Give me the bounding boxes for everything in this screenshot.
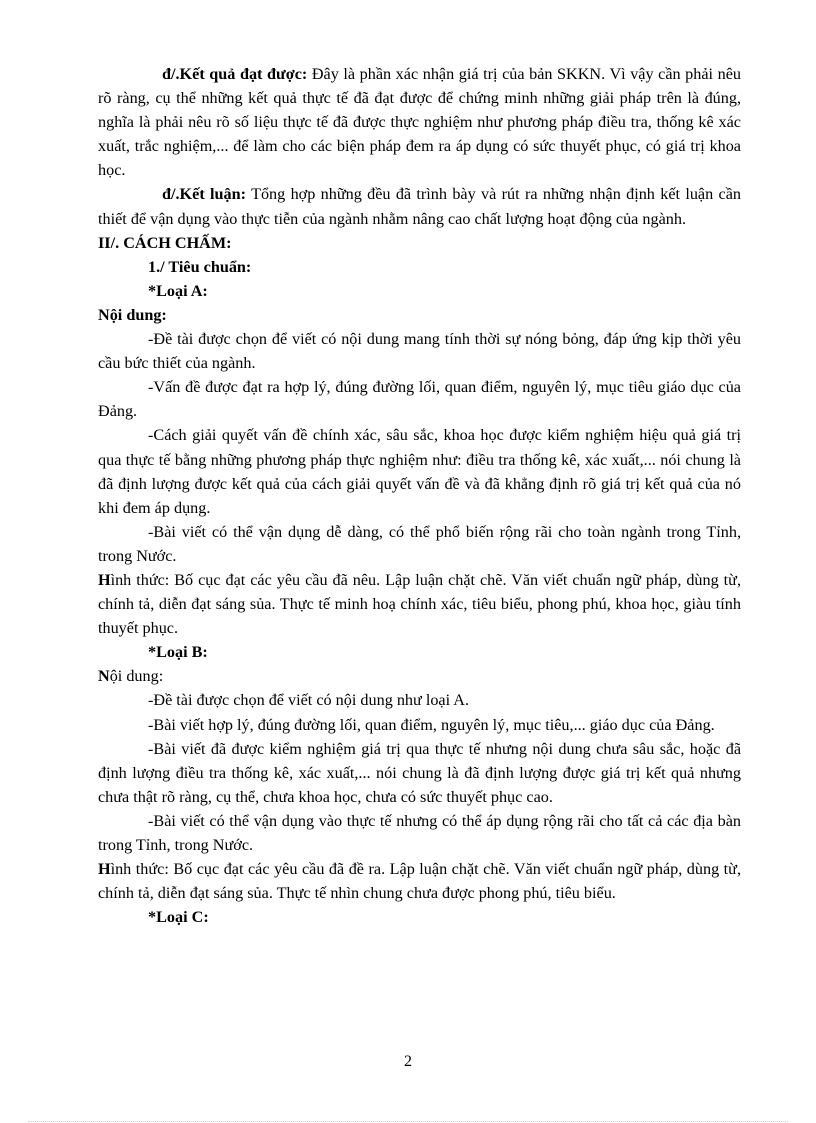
form-initial: H xyxy=(98,570,111,589)
list-item xyxy=(98,520,741,568)
list-item xyxy=(98,713,741,737)
category-heading-text: *Loại C: xyxy=(148,908,209,927)
content-initial: N xyxy=(98,667,110,686)
list-item-text: -Vấn đề được đạt ra hợp lý, đúng đường lối, quan điểm, nguyên lý, mục tiêu giáo dục của Đảng. xyxy=(98,378,741,421)
list-item xyxy=(98,327,741,375)
content-heading-text: ội dung: xyxy=(109,667,164,686)
subsection-heading xyxy=(98,255,741,279)
list-item xyxy=(98,688,741,712)
section-heading-text: II/. CÁCH CHẤM: xyxy=(98,233,232,252)
content-heading xyxy=(98,664,741,688)
section-heading xyxy=(98,231,741,255)
page-number: 2 xyxy=(404,1053,412,1070)
form-paragraph xyxy=(98,568,741,640)
list-item-text: -Đề tài được chọn để viết có nội dung mang tính thời sự nóng bỏng, đáp ứng kịp thời yêu cầu bức thiết của ngành. xyxy=(98,330,741,373)
list-item-text: -Cách giải quyết vấn đề chính xác, sâu sắc, khoa học được kiểm nghiệm hiệu quả giá trị qua thực tế bằng những phương pháp thực nghiệm như: điều tra thống kê, xác xuất,... nói chung là đã định lượng được kết quả của cách giải quyết vấn đề và đã khẳng định rõ giá trị kết quả của nó khi đem áp dụng. xyxy=(98,426,741,517)
form-text: ình thức: Bố cục đạt các yêu cầu đã nêu. Lập luận chặt chẽ. Văn viết chuẩn ngữ pháp, dùng từ, chính tả, diễn đạt sáng sủa. Thực tế minh hoạ chính xác, tiêu biểu, phong phú, khoa học, giàu tính thuyết phục. xyxy=(98,570,741,638)
paragraph-label: đ/.Kết luận: xyxy=(162,185,247,204)
list-item-text: -Bài viết đã được kiểm nghiệm giá trị qua thực tế nhưng nội dung chưa sâu sắc, hoặc đã định lượng điều tra thống kê, xác xuất,... nói chung là đã định lượng được giá trị kết quả nhưng chưa thật rõ ràng, cụ thể, chưa khoa học, chưa có sức thuyết phục cao. xyxy=(98,739,741,806)
category-c-heading xyxy=(98,905,741,929)
form-paragraph xyxy=(98,857,741,905)
paragraph-text: Tổng hợp những đều đã trình bày và rút ra những nhận định kết luận cần thiết để vận dụng vào thực tiễn của ngành nhằm nâng cao chất lượng hoạt động của ngành. xyxy=(98,185,741,228)
list-item-text: -Bài viết hợp lý, đúng đường lối, quan điểm, nguyên lý, mục tiêu,... giáo dục của Đảng. xyxy=(148,715,715,734)
page-bottom-divider xyxy=(28,1121,788,1122)
category-heading-text: *Loại B: xyxy=(148,643,208,662)
list-item xyxy=(98,375,741,423)
list-item xyxy=(98,737,741,809)
body-text xyxy=(98,62,741,929)
paragraph-ket-qua xyxy=(98,62,741,182)
category-heading-text: *Loại A: xyxy=(148,281,208,300)
content-heading-text: Nội dung: xyxy=(98,305,167,324)
list-item-text: -Bài viết có thể vận dụng dễ dàng, có thể phổ biến rộng rãi cho toàn ngành trong Tỉnh, trong Nước. xyxy=(98,522,741,565)
subsection-heading-text: 1./ Tiêu chuẩn: xyxy=(148,257,252,276)
paragraph-text: Đây là phần xác nhận giá trị của bản SKKN. Vì vậy cần phải nêu rõ ràng, cụ thể những kết quả thực tế đã đạt được để chứng minh những giải pháp trên là đúng, nghĩa là phải nêu rõ số liệu thực tế đã được thực nghiệm như phương pháp điều tra, thống kê xác xuất, trắc nghiệm,... để làm cho các biện pháp đem ra áp dụng có sức thuyết phục, có giá trị khoa học. xyxy=(98,65,741,180)
content-heading xyxy=(98,303,741,327)
category-a-heading xyxy=(98,279,741,303)
list-item xyxy=(98,809,741,857)
paragraph-label: đ/.Kết quả đạt được: xyxy=(162,65,308,83)
category-b-heading xyxy=(98,640,741,664)
paragraph-ket-luan xyxy=(98,182,741,230)
form-text: ình thức: Bố cục đạt các yêu cầu đã đề ra. Lập luận chặt chẽ. Văn viết chuẩn ngữ pháp, dùng từ, chính tả, diễn đạt sáng sủa. Thực tế nhìn chung chưa được phong phú, tiêu biểu. xyxy=(98,860,741,903)
form-initial: H xyxy=(98,860,111,879)
list-item xyxy=(98,423,741,519)
list-item-text: -Đề tài được chọn để viết có nội dung như loại A. xyxy=(148,691,470,710)
list-item-text: -Bài viết có thể vận dụng vào thực tế nhưng có thể áp dụng rộng rãi cho tất cả các địa bàn trong Tỉnh, trong Nước. xyxy=(98,811,741,854)
